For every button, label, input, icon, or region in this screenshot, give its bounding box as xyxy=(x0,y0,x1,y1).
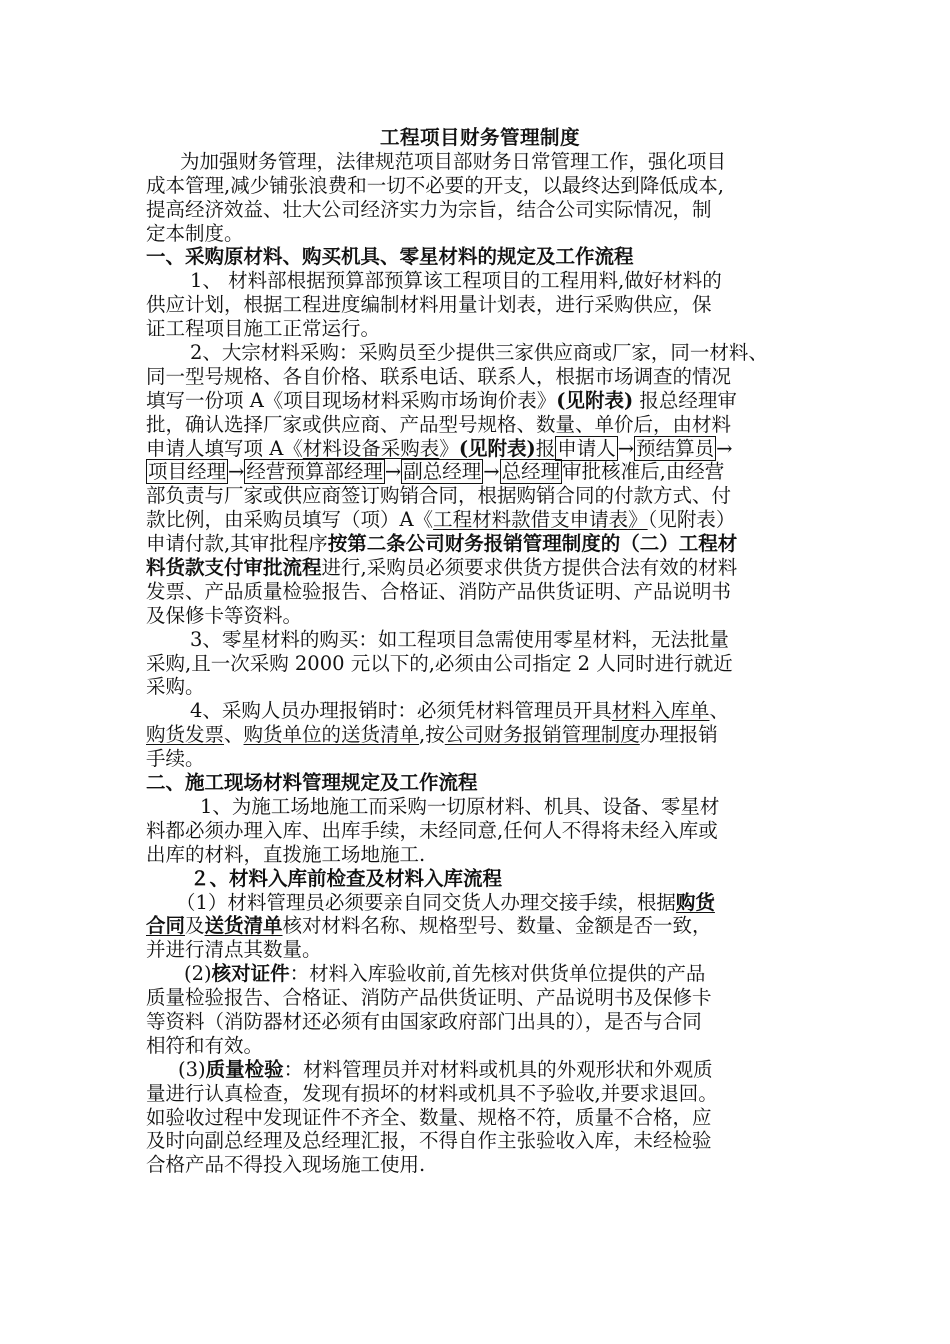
text-line: 采购。 xyxy=(146,675,205,699)
text-span: (2) xyxy=(184,962,212,986)
text-line: 批，确认选择厂家或供应商、产品型号规格、数量、单价后，由材料 xyxy=(146,412,732,436)
form-name: 材料设备采购表 xyxy=(302,436,440,460)
document-name: 送货清单 xyxy=(204,914,283,938)
text-span: 报 xyxy=(535,436,556,460)
approval-flow-line-2 xyxy=(146,460,814,484)
approval-flow-line-1 xyxy=(146,437,814,461)
text-span: 办理报销 xyxy=(639,723,718,747)
text-line: 为加强财务管理，法律规范项目部财务日常管理工作，强化项目 xyxy=(180,149,727,173)
text-span: 核对材料名称、规格型号、数量、金额是否一致， xyxy=(282,914,712,938)
text-span: 报总经理审 xyxy=(633,388,737,412)
step-title: 核对证件 xyxy=(211,962,290,986)
section-2-item-1 xyxy=(146,795,814,867)
document-name: 购货 xyxy=(675,890,715,914)
section-2-step-1 xyxy=(146,891,814,963)
text-line: 如验收过程中发现证件不齐全、数量、规格不符，质量不合格，应 xyxy=(146,1105,712,1129)
flow-step-deputy-gm: 副总经理 xyxy=(403,460,482,484)
text-span: ,按 xyxy=(419,723,445,747)
policy-reference: 料货款支付审批流程 xyxy=(146,556,322,580)
text-line: 及时向副总经理及总经理汇报，不得自作主张验收入库，未经检验 xyxy=(146,1129,712,1153)
section-2-step-3 xyxy=(146,1058,814,1177)
text-line: 料都必须办理入库、出库手续，未经同意,任何人不得将未经入库或 xyxy=(146,818,718,842)
text-line: 及保修卡等资料。 xyxy=(146,603,303,627)
text-line xyxy=(146,891,814,915)
document-page xyxy=(146,126,814,1177)
section-1-heading: 一、采购原材料、购买机具、零星材料的规定及工作流程 xyxy=(146,245,634,269)
document-name: 购货单位的送货清单 xyxy=(243,723,420,747)
text-line xyxy=(146,556,814,580)
arrow-icon: → xyxy=(384,460,402,484)
text-span: 》 xyxy=(439,436,459,460)
text-span: （1）材料管理员必须要亲自同交货人办理交接手续，根据 xyxy=(176,890,676,914)
arrow-icon: → xyxy=(716,436,733,460)
text-line: 出库的材料，直拨施工场地施工. xyxy=(146,842,426,866)
text-line: 手续。 xyxy=(146,747,205,771)
text-line: 同一型号规格、各自价格、联系电话、联系人，根据市场调查的情况 xyxy=(146,364,732,388)
section-2-heading: 二、施工现场材料管理规定及工作流程 xyxy=(146,771,478,795)
policy-reference: 按第二条公司财务报销管理制度的（二）工程材 xyxy=(327,532,738,556)
text-line: 2、大宗材料采购：采购员至少提供三家供应商或厂家，同一材料、 xyxy=(190,341,768,365)
text-line: 成本管理,减少铺张浪费和一切不必要的开支，以最终达到降低成本, xyxy=(146,173,724,197)
text-span: 申请人填写项 A《 xyxy=(146,436,303,460)
flow-step-project-manager: 项目经理 xyxy=(148,460,227,484)
text-line: 量进行认真检查，发现有损坏的材料或机具不予验收,并要求退回。 xyxy=(146,1081,718,1105)
section-1-item-2 xyxy=(146,341,814,628)
text-line: 合格产品不得投入现场施工使用. xyxy=(146,1153,426,1177)
section-1-item-1 xyxy=(146,269,814,341)
text-line xyxy=(146,962,814,986)
text-span: 及 xyxy=(185,914,205,938)
section-1-item-4 xyxy=(146,699,814,771)
text-line: 1、 材料部根据预算部预算该工程项目的工程用料,做好材料的 xyxy=(190,269,722,293)
document-name: 购货发票 xyxy=(146,723,225,747)
text-line: 提高经济效益、壮大公司经济实力为宗旨，结合公司实际情况，制 xyxy=(146,197,712,221)
text-line xyxy=(146,1058,814,1082)
section-1-item-3 xyxy=(146,628,814,700)
step-title: 质量检验 xyxy=(205,1057,284,1081)
text-line xyxy=(146,914,814,938)
text-span: 进行,采购员必须要求供货方提供合法有效的材料 xyxy=(321,556,738,580)
text-line: 等资料（消防器材还必须有由国家政府部门出具的），是否与合同 xyxy=(146,1009,702,1033)
attachment-note: (见附表) xyxy=(556,388,634,412)
text-line: 证工程项目施工正常运行。 xyxy=(146,317,381,341)
text-line xyxy=(146,389,814,413)
flow-step-budget-clerk: 预结算员 xyxy=(636,436,715,460)
text-line: 采购,且一次采购 2000 元以下的,必须由公司指定 2 人同时进行就近 xyxy=(146,651,733,675)
text-line: 部负责与厂家或供应商签订购销合同，根据购销合同的付款方式、付 xyxy=(146,484,732,508)
flow-step-gm: 总经理 xyxy=(501,460,561,484)
text-line xyxy=(146,723,814,747)
policy-reference: 公司财务报销管理制度 xyxy=(444,723,640,747)
text-span: (3) xyxy=(178,1057,206,1081)
text-span: 4、采购人员办理报销时：必须凭材料管理员开具 xyxy=(190,699,612,723)
form-name: 工程材料款借支申请表》 xyxy=(433,508,648,532)
arrow-icon: → xyxy=(228,460,245,484)
arrow-icon: → xyxy=(483,460,500,484)
text-line xyxy=(146,699,814,723)
text-line xyxy=(146,532,814,556)
text-line: 3、零星材料的购买：如工程项目急需使用零星材料，无法批量 xyxy=(190,627,729,651)
text-span: （见附表） xyxy=(647,508,736,532)
flow-step-applicant: 申请人 xyxy=(557,436,616,460)
text-line: 质量检验报告、合格证、消防产品供货证明、产品说明书及保修卡 xyxy=(146,986,712,1010)
document-title: 工程项目财务管理制度 xyxy=(379,126,580,149)
document-name: 材料入库单 xyxy=(611,699,710,723)
flow-step-budget-dept-manager: 经营预算部经理 xyxy=(246,460,383,484)
attachment-note: (见附表) xyxy=(458,436,536,460)
text-line: 发票、产品质量检验报告、合格证、消防产品供货证明、产品说明书 xyxy=(146,579,732,603)
intro-paragraph xyxy=(146,150,814,246)
section-2-subheading: ２、材料入库前检查及材料入库流程 xyxy=(190,866,503,890)
text-span: ：材料入库验收前,首先核对供货单位提供的产品 xyxy=(289,962,706,986)
text-span: 款比例，由采购员填写（项）A《 xyxy=(146,508,434,532)
text-line: 并进行清点其数量。 xyxy=(146,938,322,962)
text-line: 1、为施工场地施工而采购一切原材料、机具、设备、零星材 xyxy=(200,794,720,818)
text-line: 定本制度。 xyxy=(146,221,244,245)
text-line xyxy=(146,508,814,532)
text-span: 、 xyxy=(709,699,729,723)
text-line: 相符和有效。 xyxy=(146,1033,264,1057)
text-span: 填写一份项 A《项目现场材料采购市场询价表》 xyxy=(146,388,557,412)
arrow-icon: → xyxy=(617,436,635,460)
text-span: 、 xyxy=(224,723,244,747)
text-span: ：材料管理员并对材料或机具的外观形状和外观质 xyxy=(283,1057,713,1081)
text-span: 申请付款,其审批程序 xyxy=(146,532,328,556)
text-span: 审批核准后,由经营 xyxy=(562,460,725,484)
section-2-step-2 xyxy=(146,962,814,1058)
text-line: 供应计划，根据工程进度编制材料用量计划表，进行采购供应，保 xyxy=(146,293,712,317)
document-name: 合同 xyxy=(146,914,186,938)
